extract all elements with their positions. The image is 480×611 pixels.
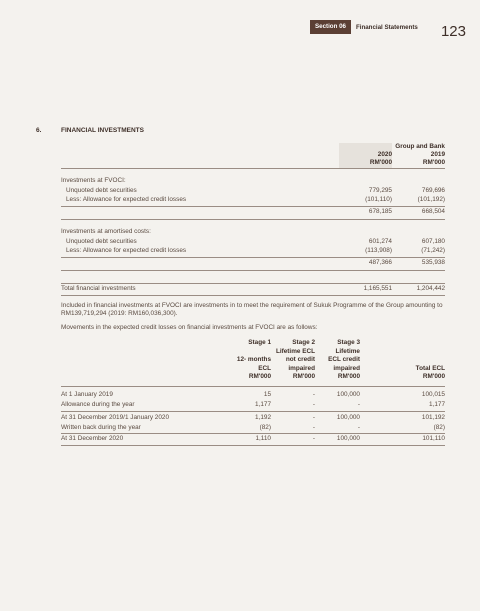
year-2019-header: 2019 [430, 151, 445, 158]
stage2-header: Stage 2 Lifetime ECL not credit impaired RM'000 [275, 339, 315, 381]
year-2020-header: 2020 [377, 151, 392, 158]
table-cell: 1,177 [255, 400, 271, 408]
table-row-label: Less: Allowance for expected credit losses [66, 247, 187, 254]
table-cell: 779,295 [368, 186, 392, 194]
total-ecl-header: Total ECL RM'000 [415, 364, 445, 381]
divider [61, 411, 445, 412]
table-cell: 101,192 [421, 414, 445, 421]
section-tag: Section 06 [310, 20, 351, 34]
note-paragraph: Included in financial investments at FVOCI are investments in to meet the requirement of Sukuk Programme of the Group amounting to RM139,719,294 (2019: RM160,036,300). [61, 302, 443, 318]
table-cell: - [357, 423, 360, 431]
table-cell: - [312, 423, 315, 431]
investments-table [61, 143, 445, 292]
table-row-label: At 31 December 2020 [61, 435, 124, 442]
table-row-label: Allowance during the year [61, 400, 135, 408]
divider [61, 270, 445, 271]
note-title: FINANCIAL INVESTMENTS [61, 127, 144, 134]
divider [61, 168, 445, 169]
unit-2020-header: RM'000 [369, 159, 392, 166]
table-cell: 100,000 [336, 391, 360, 398]
ecl-movement-table [61, 339, 445, 442]
total-label: Total financial investments [61, 285, 136, 292]
divider [61, 445, 445, 446]
page-number: 123 [440, 23, 466, 40]
stage3-header: Stage 3 Lifetime ECL credit impaired RM'000 [328, 339, 360, 381]
table-cell: (71,242) [421, 247, 445, 254]
table-cell: - [312, 391, 315, 398]
table-cell: (82) [433, 423, 445, 431]
table-cell: 1,110 [255, 435, 271, 442]
stage1-header: Stage 1 12- months ECL RM'000 [236, 339, 271, 381]
table-cell: - [312, 400, 315, 408]
subtotal-cell: 668,504 [421, 208, 445, 215]
table-cell: (113,908) [365, 247, 392, 254]
table-cell: 101,110 [422, 435, 445, 442]
subtotal-cell: 487,366 [368, 259, 392, 266]
table-row-label: Investments at FVOCI: [61, 177, 126, 184]
table-row-label: Unquoted debt securities [66, 237, 137, 245]
group-header: Group and Bank [395, 143, 445, 150]
table-cell: 100,000 [336, 435, 360, 442]
subtotal-cell: 678,185 [368, 208, 392, 215]
note-paragraph: Movements in the expected credit losses on financial investments at FVOCI are as follows: [61, 324, 318, 331]
total-cell: 1,204,442 [416, 285, 445, 292]
table-cell: 607,180 [421, 237, 445, 245]
table-cell: (82) [259, 423, 271, 431]
table-cell: - [357, 400, 360, 408]
table-row-label: Less: Allowance for expected credit losses [66, 196, 187, 203]
table-row-label: Written back during the year [61, 423, 141, 431]
table-row-label: At 31 December 2019/1 January 2020 [61, 414, 170, 421]
section-title: Financial Statements [355, 23, 418, 31]
divider [61, 295, 445, 296]
table-cell: 100,015 [421, 391, 445, 398]
note-heading [36, 127, 144, 134]
table-cell: (101,110) [365, 196, 392, 203]
table-row-label: At 1 January 2019 [61, 391, 113, 398]
table-row-label: Unquoted debt securities [66, 186, 137, 194]
table-cell: 1,192 [255, 414, 271, 421]
note-number: 6. [36, 127, 42, 134]
table-row-label: Investments at amortised costs: [61, 228, 151, 235]
subtotal-cell: 535,938 [421, 259, 445, 266]
divider [61, 219, 445, 220]
table-cell: (101,192) [417, 196, 445, 203]
table-cell: - [312, 414, 315, 421]
unit-2019-header: RM'000 [422, 159, 445, 166]
table-cell: 769,696 [421, 186, 445, 194]
table-cell: 601,274 [368, 237, 392, 245]
table-cell: 15 [263, 391, 271, 398]
table-cell: 100,000 [336, 414, 360, 421]
page-header [310, 20, 418, 34]
table-cell: - [312, 435, 315, 442]
table-cell: 1,177 [429, 400, 445, 408]
divider [61, 386, 445, 387]
total-cell: 1,165,551 [363, 285, 392, 292]
